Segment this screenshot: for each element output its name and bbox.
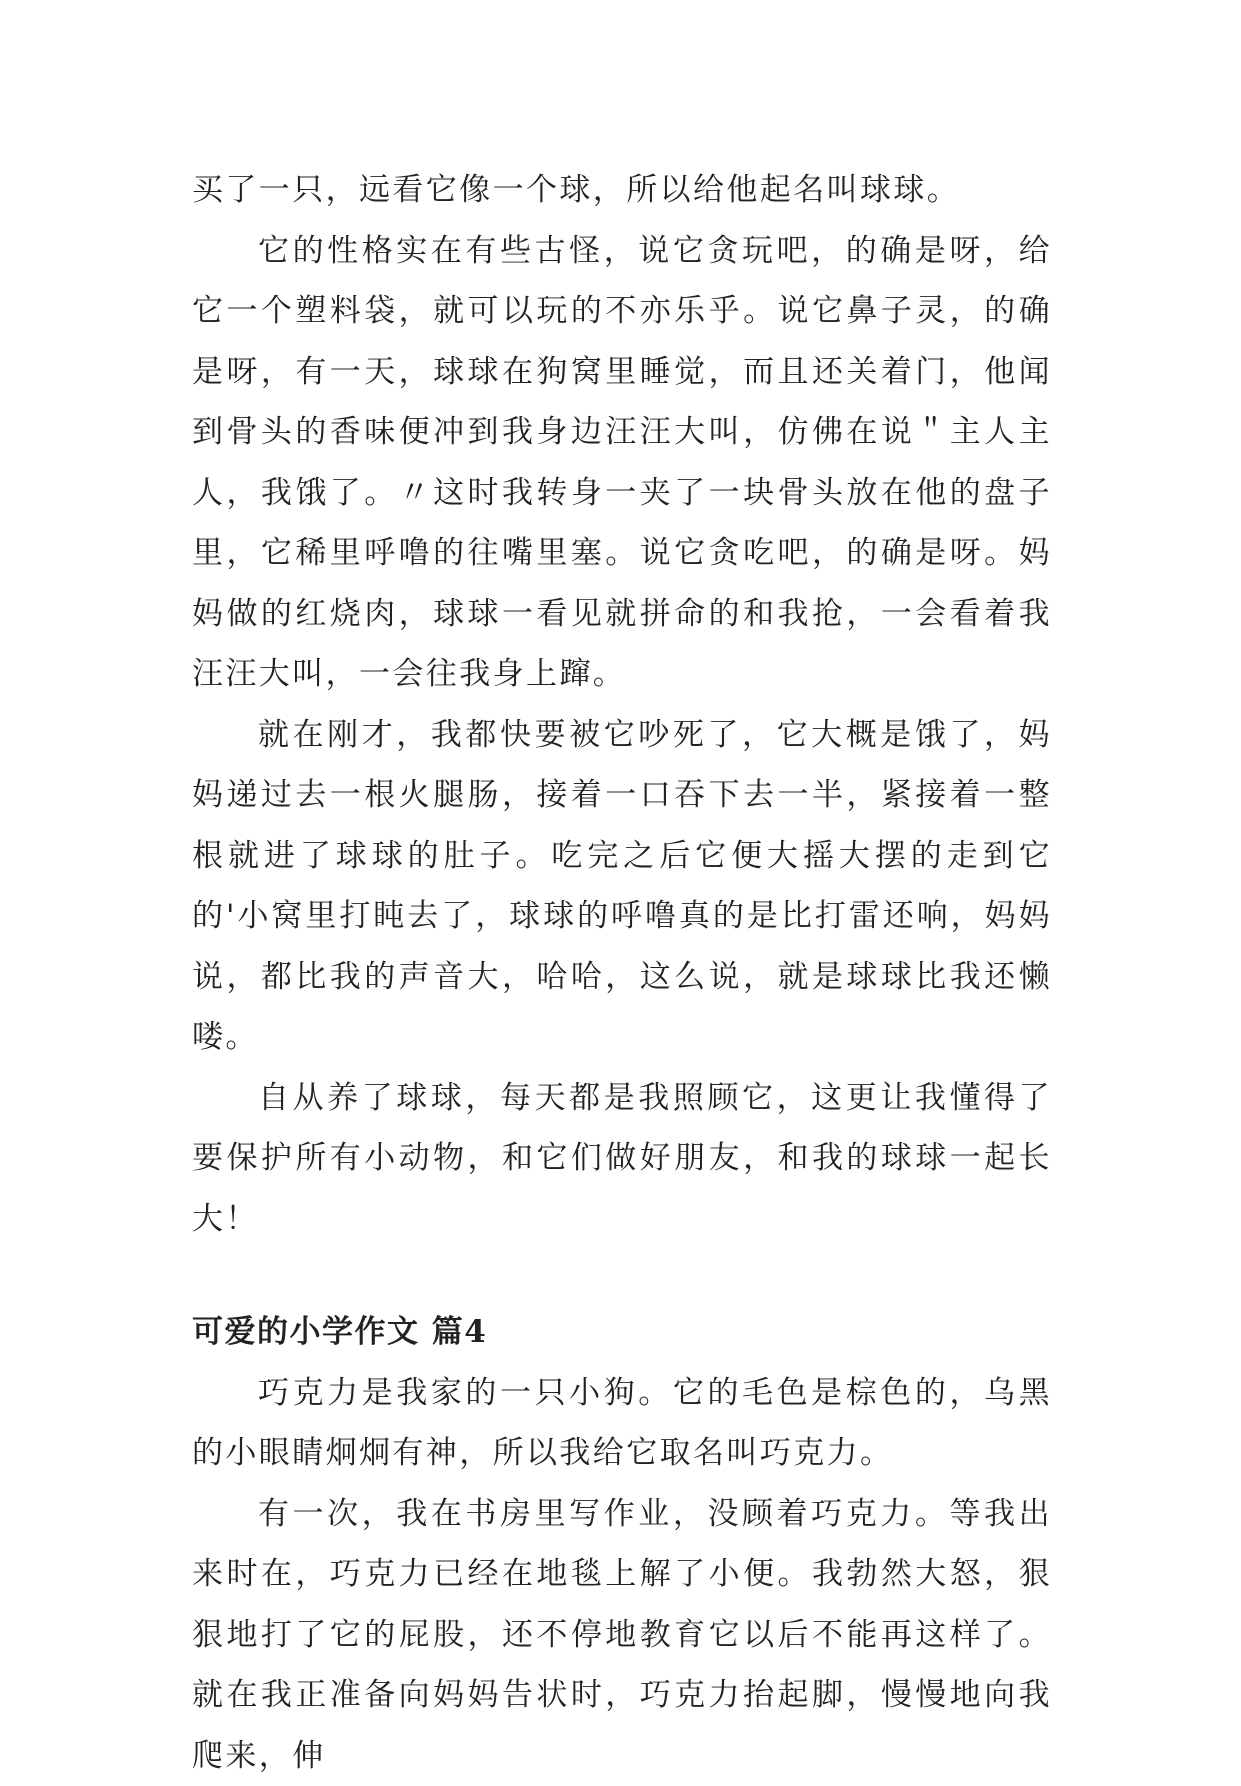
essay-heading: 可爱的小学作文 篇4: [192, 1302, 1052, 1363]
paragraph-conclusion: 自从养了球球，每天都是我照顾它，这更让我懂得了要保护所有小动物，和它们做好朋友，和我的球球一起长大！: [192, 1068, 1052, 1250]
paragraph-continued: 买了一只，远看它像一个球，所以给他起名叫球球。: [192, 160, 1052, 221]
paragraph-chocolate-intro: 巧克力是我家的一只小狗。它的毛色是棕色的，乌黑的小眼睛炯炯有神，所以我给它取名叫巧克力。: [192, 1363, 1052, 1484]
paragraph-just-now: 就在刚才，我都快要被它吵死了，它大概是饿了，妈妈递过去一根火腿肠，接着一口吞下去一半，紧接着一整根就进了球球的肚子。吃完之后它便大摇大摆的走到它的'小窝里打盹去了，球球的呼噜真的是比打雷还响，妈妈说，都比我的声音大，哈哈，这么说，就是球球比我还懒喽。: [192, 705, 1052, 1068]
paragraph-personality: 它的性格实在有些古怪，说它贪玩吧，的确是呀，给它一个塑料袋，就可以玩的不亦乐乎。说它鼻子灵，的确是呀，有一天，球球在狗窝里睡觉，而且还关着门，他闻到骨头的香味便冲到我身边汪汪大叫，仿佛在说＂主人主人，我饿了。〃这时我转身一夹了一块骨头放在他的盘子里，它稀里呼噜的往嘴里塞。说它贪吃吧，的确是呀。妈妈做的红烧肉，球球一看见就拼命的和我抢，一会看着我汪汪大叫，一会往我身上蹿。: [192, 221, 1052, 705]
document-page: [192, 160, 1052, 1786]
paragraph-chocolate-story: 有一次，我在书房里写作业，没顾着巧克力。等我出来时在，巧克力已经在地毯上解了小便。我勃然大怒，狠狠地打了它的屁股，还不停地教育它以后不能再这样了。就在我正准备向妈妈告状时，巧克力抬起脚，慢慢地向我爬来，伸: [192, 1484, 1052, 1786]
